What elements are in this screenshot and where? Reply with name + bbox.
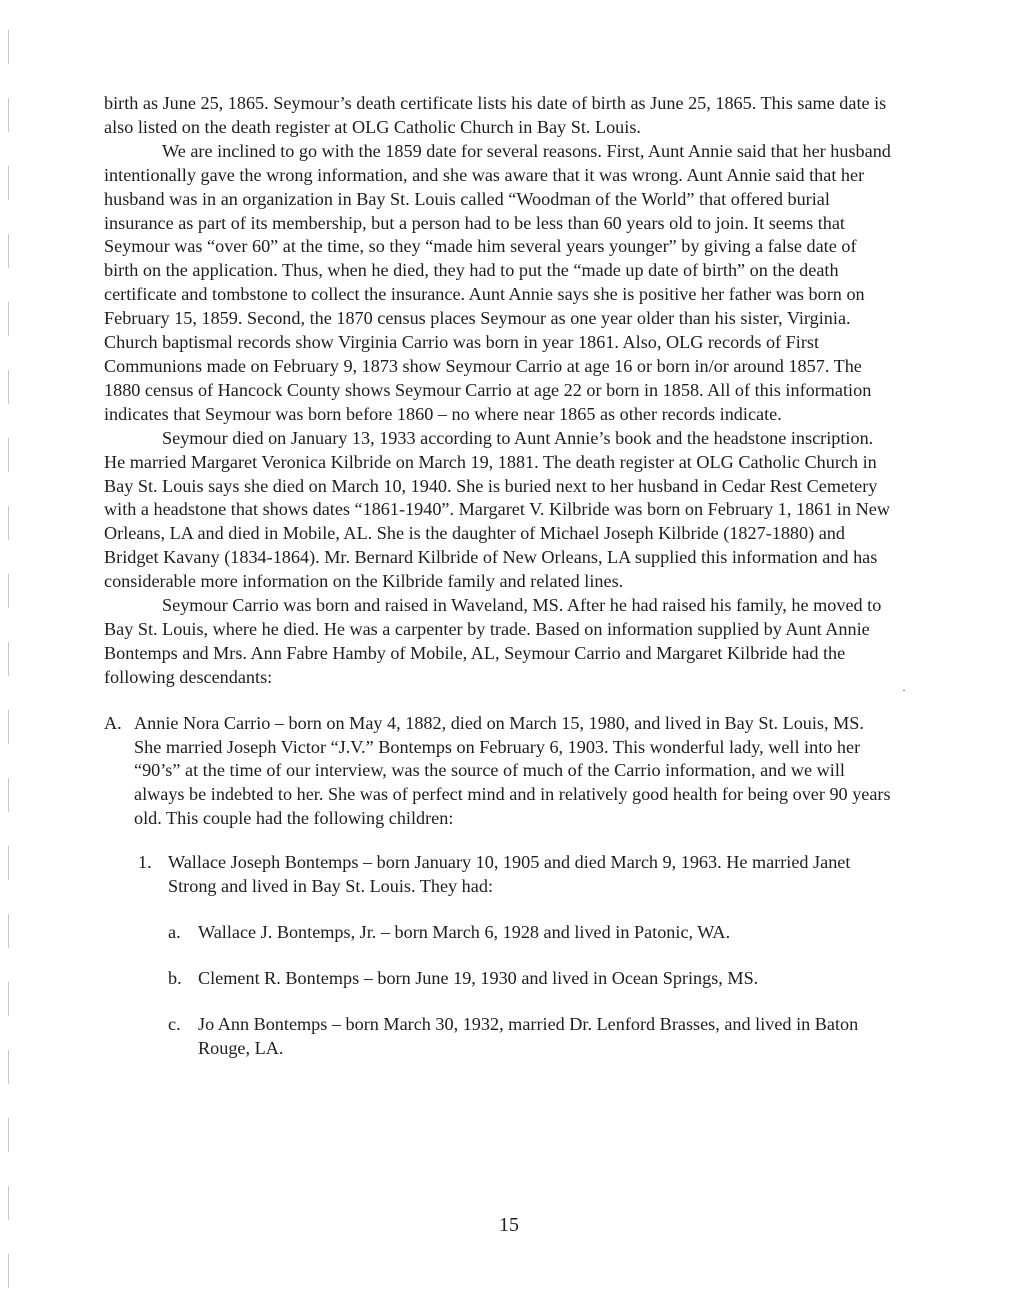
scan-edge-mark bbox=[8, 438, 9, 472]
list-marker: 1. bbox=[138, 852, 152, 873]
scan-edge-mark bbox=[8, 166, 9, 200]
scan-edge-mark bbox=[8, 846, 9, 880]
scan-edge-mark bbox=[8, 1254, 9, 1288]
scan-edge-mark bbox=[8, 1050, 9, 1084]
scan-edge-mark bbox=[8, 1118, 9, 1152]
list-marker: a. bbox=[168, 922, 181, 942]
list-marker: b. bbox=[168, 967, 182, 988]
page-body bbox=[104, 92, 894, 1061]
paragraph-descendants-intro: Seymour Carrio was born and raised in Waveland, MS. After he had raised his family, he moved to Bay St. Louis, where he died. He was a carpenter by trade. Based on information supplied by Aunt Annie Bontemps and Mrs. Ann Fabre Hamby of Mobile, AL, Seymour Carrio and Margaret Kilbride had the following descendants: bbox=[104, 595, 882, 687]
child-1 bbox=[104, 851, 894, 899]
paragraph-birth-dates: birth as June 25, 1865. Seymour’s death certificate lists his date of birth as June 25, 1865. This same date is also listed on the death register at OLG Catholic Church in Bay St. Louis. bbox=[104, 93, 887, 137]
list-marker: A. bbox=[104, 712, 122, 733]
descendant-text: Annie Nora Carrio – born on May 4, 1882, died on March 15, 1980, and lived in Bay St. Louis, MS. She married Joseph Victor “J.V.” Bontemps on February 6, 1903. This wonderful lady, well into her “90’s” at the time of our interview, was the source of much of the Carrio information, and we will always be indebted to her. She was of perfect mind and in relatively good health for being over 90 years old. This couple had the following children: bbox=[134, 712, 891, 829]
page-number: 15 bbox=[499, 1214, 519, 1236]
stray-mark: · bbox=[902, 683, 906, 697]
grandchild-text: Wallace J. Bontemps, Jr. – born March 6, 1928 and lived in Patonic, WA. bbox=[198, 922, 731, 942]
grandchild-text: Clement R. Bontemps – born June 19, 1930 and lived in Ocean Springs, MS. bbox=[198, 967, 759, 988]
paragraph-1859-reasons: We are inclined to go with the 1859 date for several reasons. First, Aunt Annie said that her husband intentionally gave the wrong information, and she was aware that it was wrong. Aunt Annie said that her husband was in an organization in Bay St. Louis called “Woodman of the World” that offered burial insurance as part of its membership, but a person had to be less than 60 years old to join. It seems that Seymour was “over 60” at the time, so they “made him several years younger” by giving a false date of birth on the application. Thus, when he died, they had to put the “made up date of birth” on the death certificate and tombstone to collect the insurance. Aunt Annie says she is positive her father was born on February 15, 1859. Second, the 1870 census places Seymour as one year older than his sister, Virginia. Church baptismal records show Virginia Carrio was born in year 1861. Also, OLG records of First Communions made on February 9, 1873 show Seymour Carrio at age 16 or born in/or around 1857. The 1880 census of Hancock County shows Seymour Carrio at age 22 or born in 1858. All of this information indicates that Seymour was born before 1860 – no where near 1865 as other records indicate. bbox=[104, 140, 891, 424]
scan-edge-mark bbox=[8, 30, 9, 64]
scan-edge-mark bbox=[8, 574, 9, 608]
child-text: Wallace Joseph Bontemps – born January 10, 1905 and died March 9, 1963. He married Janet Strong and lived in Bay St. Louis. They had: bbox=[168, 852, 851, 897]
scan-edge-mark bbox=[8, 98, 9, 132]
grandchild-a bbox=[104, 921, 894, 945]
scan-edge-mark bbox=[8, 982, 9, 1016]
scan-edge-mark bbox=[8, 506, 9, 540]
grandchild-text: Jo Ann Bontemps – born March 30, 1932, married Dr. Lenford Brasses, and lived in Baton Rouge, LA. bbox=[198, 1013, 859, 1058]
scan-edge-mark bbox=[8, 710, 9, 744]
descendant-a bbox=[104, 712, 894, 832]
list-marker: c. bbox=[168, 1013, 181, 1034]
scan-edge-mark bbox=[8, 778, 9, 812]
scan-edge-mark bbox=[8, 234, 9, 268]
scan-edge-mark bbox=[8, 370, 9, 404]
scan-edge-mark bbox=[8, 302, 9, 336]
scan-edge-mark bbox=[8, 914, 9, 948]
paragraph-marriage: Seymour died on January 13, 1933 according to Aunt Annie’s book and the headstone inscription. He married Margaret Veronica Kilbride on March 19, 1881. The death register at OLG Catholic Church in Bay St. Louis says she died on March 10, 1940. She is buried next to her husband in Cedar Rest Cemetery with a headstone that shows dates “1861-1940”. Margaret V. Kilbride was born on February 1, 1861 in New Orleans, LA and died in Mobile, AL. She is the daughter of Michael Joseph Kilbride (1827-1880) and Bridget Kavany (1834-1864). Mr. Bernard Kilbride of New Orleans, LA supplied this information and has considerable more information on the Kilbride family and related lines. bbox=[104, 427, 890, 592]
grandchild-b bbox=[104, 967, 894, 991]
scan-edge-mark bbox=[8, 642, 9, 676]
grandchild-c bbox=[104, 1013, 894, 1061]
